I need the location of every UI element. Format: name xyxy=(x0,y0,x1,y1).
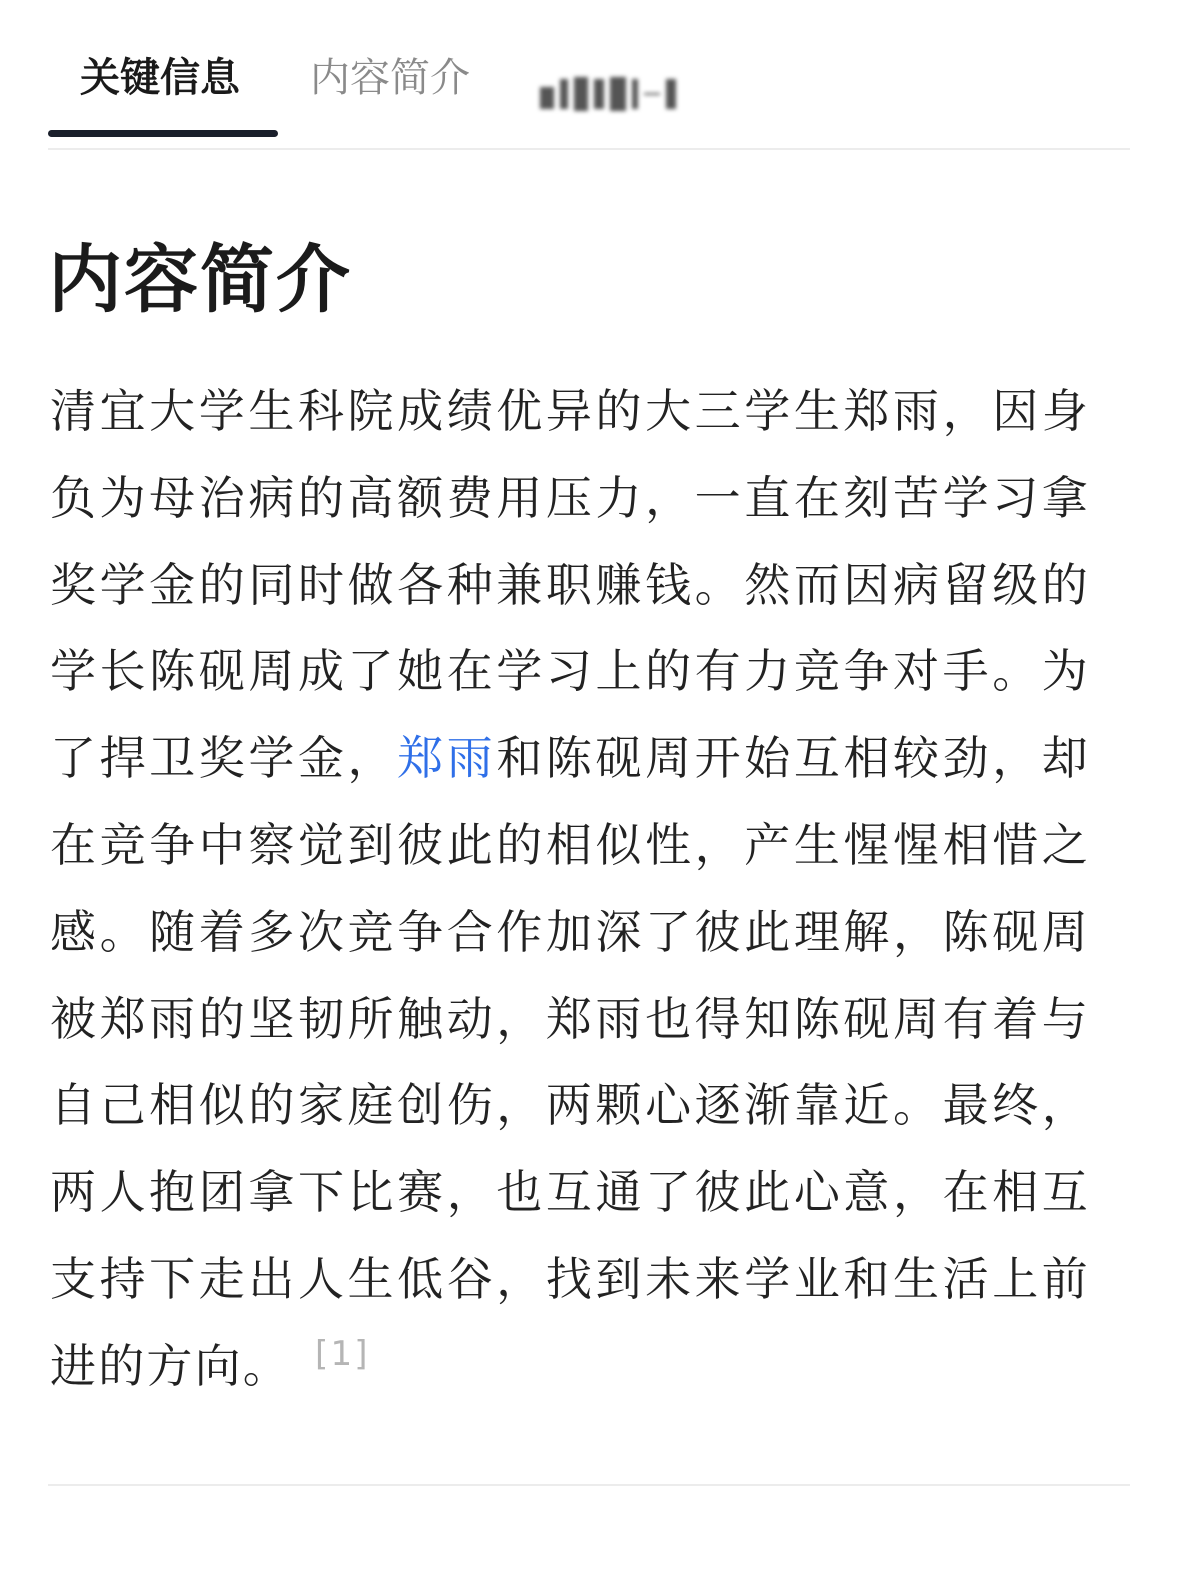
tab-divider xyxy=(48,148,1130,150)
summary-part-1: 清宜大学生科院成绩优异的大三学生郑雨，因身负为母治病的高额费用压力，一直在刻苦学习拿奖学金的同时做各种兼职赚钱。然而因病留级的学长陈砚周成了她在学习上的有力竞争对手。为了捍卫奖学金， xyxy=(50,384,1090,786)
reference-link[interactable]: [1] xyxy=(315,1334,370,1375)
bottom-divider xyxy=(48,1484,1130,1486)
summary-text xyxy=(50,368,1090,1410)
tab-key-info[interactable]: 关键信息 xyxy=(80,55,240,101)
tab-obscured[interactable] xyxy=(540,62,710,98)
tab-bar xyxy=(0,0,1179,150)
tab-intro[interactable]: 内容简介 xyxy=(310,55,470,101)
character-link[interactable]: 郑雨 xyxy=(397,731,497,786)
summary-part-2: 和陈砚周开始互相较劲，却在竞争中察觉到彼此的相似性，产生惺惺相惜之感。随着多次竞争合作加深了彼此理解，陈砚周被郑雨的坚韧所触动，郑雨也得知陈砚周有着与自己相似的家庭创伤，两颗心逐渐靠近。最终，两人抱团拿下比赛，也互通了彼此心意，在相互支持下走出人生低谷，找到未来学业和生活上前进的方向。 xyxy=(50,731,1090,1393)
active-tab-indicator xyxy=(48,130,278,137)
section-title: 内容简介 xyxy=(48,237,352,323)
